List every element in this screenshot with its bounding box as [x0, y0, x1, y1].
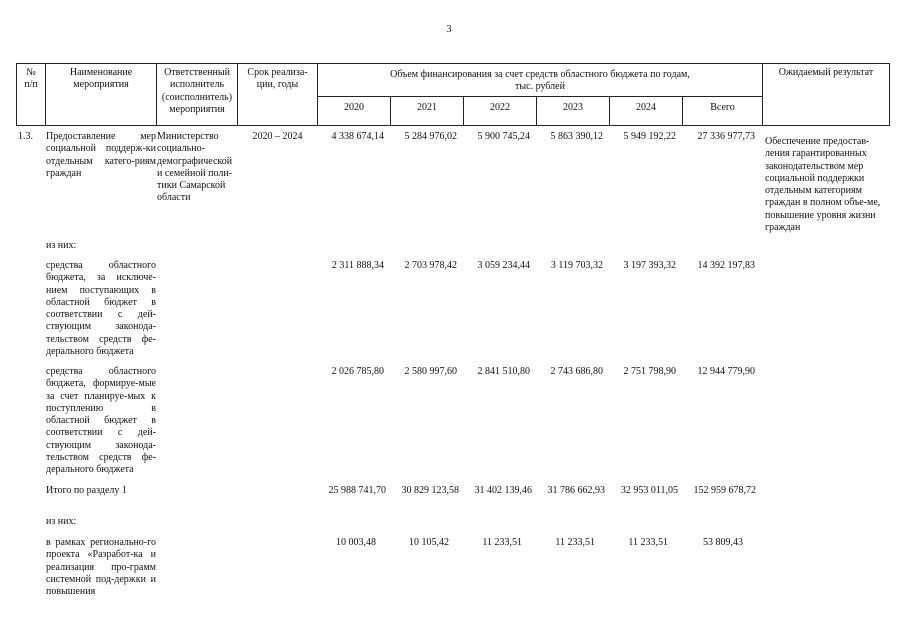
row-2-name: средства областного бюджета, за исключе-нием поступающих в областной бюджет в соответствии с дей-ствующим законода-тельством средств фе-дерального бюджета: [46, 260, 156, 358]
row-subheader-1: из них:: [46, 240, 77, 251]
row-2-val-total: 14 392 197,83: [697, 260, 755, 271]
row-3-val-2023: 2 743 686,80: [550, 366, 603, 377]
row-3-name: средства областного бюджета, формируе-мые за счет планируе-мых к поступлению в областной бюджет в соответствии с дей-ствующим законода-тельством средств фе-дерального бюджета: [46, 366, 156, 476]
row-2-val-2021: 2 703 978,42: [404, 260, 457, 271]
header-year-2021: 2021: [417, 102, 437, 113]
page-number: 3: [446, 24, 452, 35]
row-2-val-2024: 3 197 393,32: [623, 260, 676, 271]
row-2-val-2022: 3 059 234,44: [477, 260, 530, 271]
header-period: Срок реализа- ции, годы: [247, 67, 308, 91]
header-year-2023: 2023: [563, 102, 583, 113]
row-4-val-2024: 32 953 011,05: [620, 485, 678, 496]
row-4-val-2021: 30 829 123,58: [401, 485, 459, 496]
row-1-executor: Министерство социально-демографической и семейной поли-тики Самарской области: [157, 131, 233, 204]
row-4-val-2023: 31 786 662,93: [547, 485, 605, 496]
row-4-name: Итого по разделу 1: [46, 485, 127, 496]
header-total: Всего: [710, 102, 735, 113]
row-1-num: 1.3.: [18, 131, 33, 142]
row-1-result: Обеспечение предостав-ления гарантированных законодательством мер социальной поддержки отдельным категориям граждан в полном объе-ме, повышение уровня жизни граждан: [765, 136, 881, 234]
row-3-val-total: 12 944 779,90: [697, 366, 755, 377]
row-6-val-2021: 10 105,42: [409, 537, 449, 548]
row-6-val-2022: 11 233,51: [482, 537, 522, 548]
header-year-2020: 2020: [344, 102, 364, 113]
header-num: № п/п: [24, 67, 38, 91]
row-6-val-2024: 11 233,51: [628, 537, 668, 548]
header-result: Ожидаемый результат: [778, 67, 874, 78]
row-1-val-2024: 5 949 192,22: [623, 131, 676, 142]
header-year-2022: 2022: [490, 102, 510, 113]
row-3-val-2022: 2 841 510,80: [477, 366, 530, 377]
row-6-val-2020: 10 003,48: [336, 537, 376, 548]
col-border-11: [889, 63, 890, 126]
row-1-val-2020: 4 338 674,14: [331, 131, 384, 142]
row-1-val-2022: 5 900 745,24: [477, 131, 530, 142]
row-1-val-total: 27 336 977,73: [697, 131, 755, 142]
row-3-val-2024: 2 751 798,90: [623, 366, 676, 377]
header-year-2024: 2024: [636, 102, 656, 113]
row-6-val-total: 53 809,43: [703, 537, 743, 548]
header-funding: Объем финансирования за счет средств областного бюджета по годам, тыс. рублей: [390, 69, 690, 93]
row-2-val-2020: 2 311 888,34: [331, 260, 384, 271]
header-name: Наименование мероприятия: [69, 67, 133, 91]
row-3-val-2020: 2 026 785,80: [331, 366, 384, 377]
row-subheader-2: из них:: [46, 516, 77, 527]
header-executor: Ответственный исполнитель (соисполнитель) мероприятия: [161, 67, 233, 115]
row-6-val-2023: 11 233,51: [555, 537, 595, 548]
row-2-val-2023: 3 119 703,32: [550, 260, 603, 271]
row-1-name: Предоставление мер социальной поддерж-ки отдельным катего-риям граждан: [46, 131, 156, 179]
row-1-val-2021: 5 284 976,02: [404, 131, 457, 142]
years-row-divider: [317, 96, 762, 97]
row-4-val-2022: 31 402 139,46: [474, 485, 532, 496]
row-3-val-2021: 2 580 997,60: [404, 366, 457, 377]
row-1-period: 2020 – 2024: [252, 131, 303, 142]
row-4-val-total: 152 959 678,72: [693, 485, 756, 496]
table-top-border: [16, 63, 890, 64]
header-bottom-border: [16, 125, 890, 126]
row-4-val-2020: 25 988 741,70: [328, 485, 386, 496]
row-6-name: в рамках регионально-го проекта «Разработ-ка и реализация про-грамм системной под-держки и повышения: [46, 537, 156, 598]
row-1-val-2023: 5 863 390,12: [550, 131, 603, 142]
